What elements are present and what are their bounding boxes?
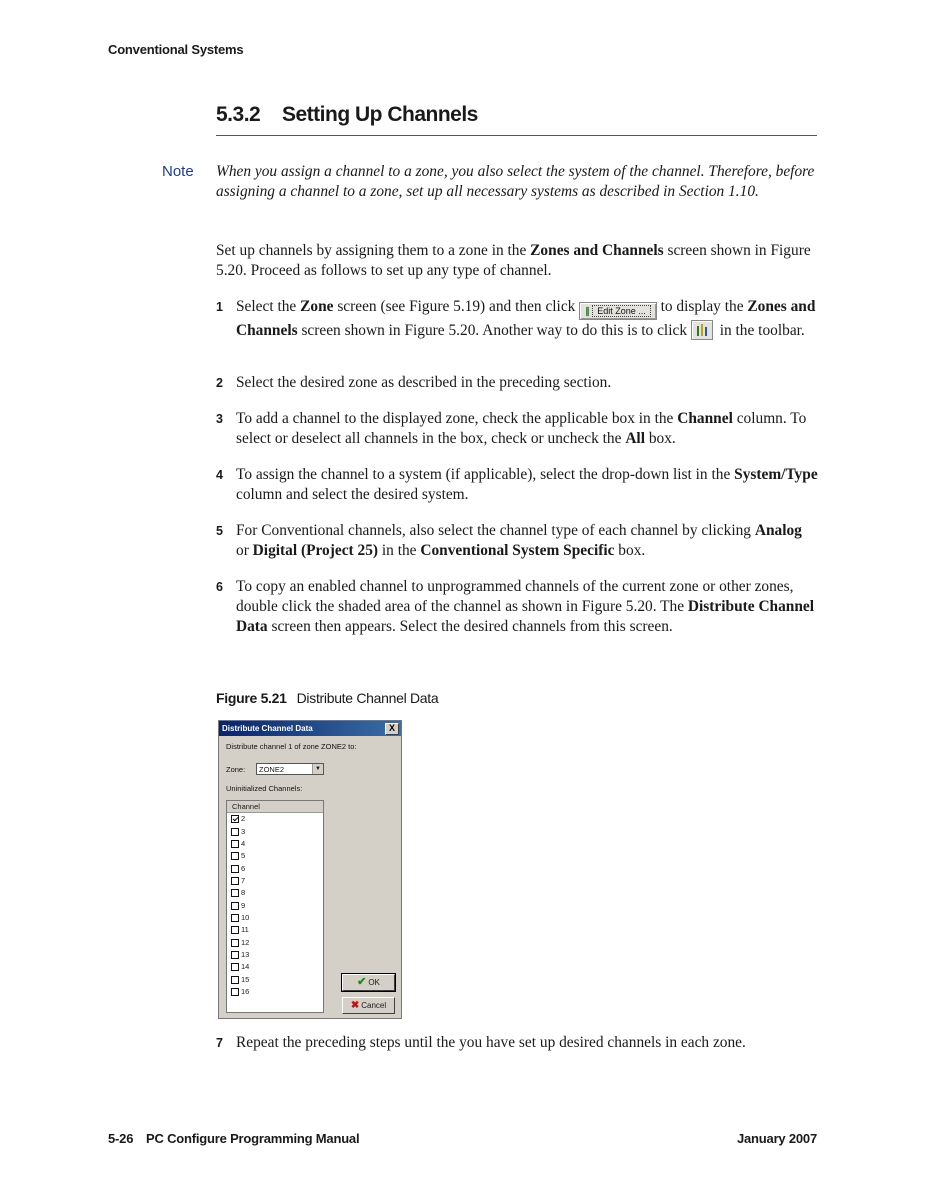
step-text: screen (see Figure 5.19) and then click (333, 298, 580, 315)
step-text: column and select the desired system. (236, 486, 469, 503)
step-text: To copy an enabled channel to unprogrammed channels of the current zone or other zones, double click the shaded area of the channel as shown in Figure 5.20. The (236, 578, 794, 615)
cancel-button[interactable] (342, 997, 395, 1014)
channel-checkbox[interactable] (231, 815, 239, 823)
step-7-text: Repeat the preceding steps until the you have set up desired channels in each zone. (236, 1034, 746, 1051)
channel-label: 15 (241, 974, 250, 984)
section-title: Setting Up Channels (282, 103, 478, 126)
list-item[interactable] (227, 949, 323, 961)
channel-label: 6 (241, 863, 246, 873)
intro-paragraph (216, 241, 816, 281)
channel-label: 8 (241, 888, 246, 898)
channel-checkbox[interactable] (231, 976, 239, 984)
footer-page-number: 5-26 (108, 1131, 134, 1146)
step-text: to display the (656, 298, 748, 315)
step-bold: Conventional System Specific (420, 542, 615, 559)
step-number: 3 (216, 412, 223, 426)
section-number: 5.3.2 (216, 103, 261, 126)
step-number: 2 (216, 376, 223, 390)
zone-toolbar-icon[interactable] (691, 320, 713, 340)
step-3-text (236, 409, 818, 449)
note-text: When you assign a channel to a zone, you also select the system of the channel. Therefore, before assigning a channel to a zone, set up all necessary systems as described in Section 1.10. (216, 163, 815, 200)
channel-label: 2 (241, 814, 246, 824)
step-text: box. (644, 430, 676, 447)
list-item[interactable] (227, 961, 323, 973)
channel-checkbox[interactable] (231, 902, 239, 910)
dialog-title-bar (219, 721, 401, 736)
step-bold: System/Type (734, 466, 818, 483)
ok-label: OK (368, 978, 380, 987)
list-item[interactable] (227, 825, 323, 837)
figure-caption (216, 690, 438, 706)
channel-checkbox[interactable] (231, 889, 239, 897)
step-text: screen then appears. Select the desired channels from this screen. (267, 618, 673, 635)
chevron-down-icon[interactable]: ▼ (312, 764, 323, 774)
step-bold: Channel (677, 410, 733, 427)
step-5-text (236, 521, 818, 561)
channel-checkbox[interactable] (231, 939, 239, 947)
channel-checkbox[interactable] (231, 926, 239, 934)
list-item[interactable] (227, 813, 323, 825)
list-item[interactable] (227, 924, 323, 936)
channel-checkbox[interactable] (231, 852, 239, 860)
channel-items (227, 813, 323, 998)
dialog-title: Distribute Channel Data (222, 724, 313, 733)
channel-checkbox[interactable] (231, 877, 239, 885)
step-bold: Zones and Channels (236, 298, 816, 339)
zone-select-value: ZONE2 (259, 765, 285, 774)
list-item[interactable] (227, 986, 323, 998)
list-item[interactable] (227, 936, 323, 948)
distribute-prompt: Distribute channel 1 of zone ZONE2 to: (226, 742, 357, 751)
step-4-text (236, 465, 818, 505)
step-bold: Distribute Channel Data (236, 598, 815, 635)
channel-label: 9 (241, 900, 246, 910)
intro-bold: Zones and Channels (530, 242, 664, 259)
intro-text-end: screen shown in Figure 5.20. Proceed as follows to set up any type of channel. (216, 242, 811, 279)
step-text: column. To select or deselect all channels in the box, check or uncheck the (236, 410, 807, 447)
channel-label: 16 (241, 986, 250, 996)
step-text: To add a channel to the displayed zone, check the applicable box in the (236, 410, 678, 427)
edit-zone-label: Edit Zone ... (592, 305, 651, 317)
channel-column-header[interactable]: Channel (227, 801, 323, 813)
step-text: For Conventional channels, also select the channel type of each channel by clicking (236, 522, 755, 539)
channel-label: 7 (241, 875, 246, 885)
step-text: in the toolbar. (715, 322, 805, 339)
channel-label: 12 (241, 937, 250, 947)
distribute-channel-dialog (218, 720, 402, 1019)
step-bold: Digital (Project 25) (252, 542, 379, 559)
channel-checkbox[interactable] (231, 951, 239, 959)
step-1-text (236, 297, 818, 341)
section-heading (216, 103, 817, 136)
step-number: 7 (216, 1036, 223, 1050)
step-text: box. (614, 542, 646, 559)
step-text: in the (378, 542, 421, 559)
channel-checkbox[interactable] (231, 828, 239, 836)
channel-label: 13 (241, 949, 250, 959)
channel-list[interactable] (226, 800, 324, 1013)
running-head: Conventional Systems (108, 42, 244, 57)
step-number: 1 (216, 300, 223, 314)
cancel-label: Cancel (361, 1001, 387, 1010)
list-item[interactable] (227, 850, 323, 862)
figure-label: Figure 5.21 (216, 690, 287, 706)
step-bold: All (625, 430, 645, 447)
list-item[interactable] (227, 887, 323, 899)
list-item[interactable] (227, 862, 323, 874)
list-item[interactable] (227, 838, 323, 850)
step-2-text: Select the desired zone as described in the preceding section. (236, 374, 612, 391)
channel-checkbox[interactable] (231, 988, 239, 996)
ok-button[interactable] (342, 974, 395, 991)
zone-label: Zone: (226, 765, 246, 774)
checkmark-icon: ✔ (357, 976, 367, 988)
channel-label: 4 (241, 838, 246, 848)
step-number: 5 (216, 524, 223, 538)
step-text: Select the (236, 298, 301, 315)
x-icon: ✖ (350, 1000, 360, 1011)
edit-zone-button[interactable] (579, 302, 657, 320)
channel-checkbox[interactable] (231, 865, 239, 873)
channel-label: 11 (241, 925, 249, 935)
intro-text: Set up channels by assigning them to a zone in the (216, 242, 531, 259)
note-label: Note (162, 163, 194, 180)
footer-manual-title: PC Configure Programming Manual (146, 1131, 360, 1146)
uninitialized-label: Uninitialized Channels: (226, 784, 303, 793)
channel-checkbox[interactable] (231, 914, 239, 922)
channel-checkbox[interactable] (231, 840, 239, 848)
step-bold: Analog (754, 522, 802, 539)
step-text: To assign the channel to a system (if applicable), select the drop-down list in the (236, 466, 735, 483)
step-number: 6 (216, 580, 223, 594)
list-item[interactable] (227, 899, 323, 911)
step-6-text (236, 577, 818, 637)
figure-title: Distribute Channel Data (296, 690, 439, 706)
list-item[interactable] (227, 875, 323, 887)
step-text: screen shown in Figure 5.20. Another way to do this is to click (297, 322, 691, 339)
channel-label: 14 (241, 962, 250, 972)
channel-label: 3 (241, 826, 246, 836)
step-number: 4 (216, 468, 223, 482)
step-text: or (236, 542, 253, 559)
list-item[interactable] (227, 912, 323, 924)
channel-label: 5 (241, 851, 246, 861)
footer-date: January 2007 (737, 1131, 817, 1146)
zone-icon: ∥ (585, 306, 590, 316)
channel-checkbox[interactable] (231, 963, 239, 971)
list-item[interactable] (227, 973, 323, 985)
close-icon[interactable]: X (385, 723, 399, 735)
channel-label: 10 (241, 912, 250, 922)
step-bold: Zone (300, 298, 334, 315)
zone-select[interactable] (256, 763, 324, 775)
